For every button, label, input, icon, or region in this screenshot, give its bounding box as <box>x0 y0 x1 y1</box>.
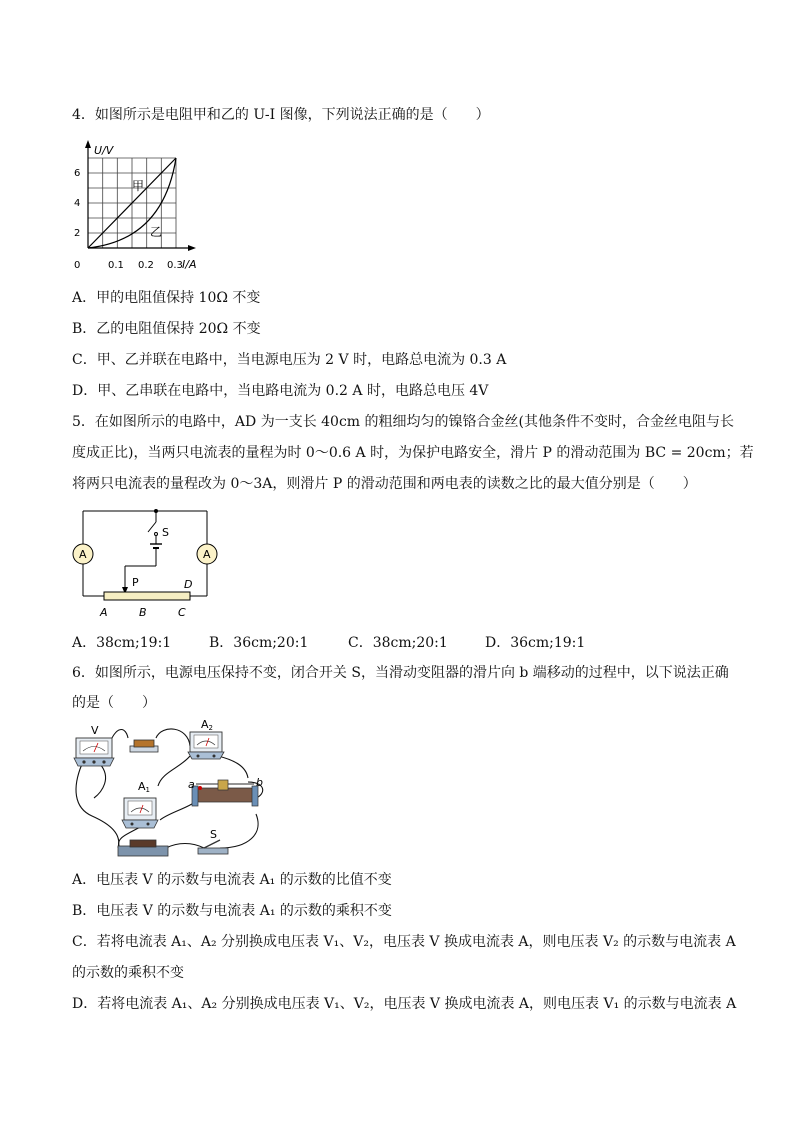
switch-label: S <box>162 526 169 539</box>
q5-options <box>72 632 732 652</box>
ammeter-a2-label: A2 <box>201 718 213 732</box>
q4-option-d: D．甲、乙串联在电路中，当电路电流为 0.2 A 时，电路总电压 4V <box>72 383 489 399</box>
x-tick: 0.3 <box>167 260 183 271</box>
q5-circuit-diagram <box>66 502 226 624</box>
point-label-c: C <box>178 606 186 619</box>
point-label-b: B <box>139 606 147 619</box>
q4-ui-graph <box>68 140 208 275</box>
x-tick: 0.1 <box>108 260 124 271</box>
y-tick: 2 <box>74 228 81 239</box>
y-tick: 4 <box>74 198 81 209</box>
switch-pivot <box>155 533 158 536</box>
q5-option-c: C．38cm;20:1 <box>348 635 448 651</box>
q6-option-c-cont: 的示数的乘积不变 <box>72 965 184 981</box>
alloy-wire <box>104 592 190 600</box>
q4-option-a: A．甲的电阻值保持 10Ω 不变 <box>72 290 261 306</box>
curve-label-jia: 甲 <box>132 179 145 193</box>
ammeter-a2 <box>188 732 224 759</box>
q4-stem: 4．如图所示是电阻甲和乙的 U-I 图像，下列说法正确的是（ ） <box>72 107 490 123</box>
q5-stem-line: 5．在如图所示的电路中，AD 为一支长 40cm 的粗细均匀的镍铬合金丝(其他条件不变时，合金丝电阻与长 <box>72 414 734 430</box>
ammeter-a1 <box>122 798 158 828</box>
q4-option-c: C．甲、乙并联在电路中，当电源电压为 2 V 时，电路总电流为 0.3 A <box>72 352 507 368</box>
q4-option-b: B．乙的电阻值保持 20Ω 不变 <box>72 321 261 337</box>
q6-stem-line: 的是（ ） <box>72 695 156 711</box>
battery-bottom <box>118 840 168 856</box>
q6-option-d: D．若将电流表 A₁、A₂ 分别换成电压表 V₁、V₂，电压表 V 换成电流表 A，则电压表 V₁ 的示数与电流表 A <box>72 996 737 1012</box>
origin-label: 0 <box>74 260 81 271</box>
x-tick: 0.2 <box>138 260 154 271</box>
switch-label: S <box>210 828 217 841</box>
y-axis-label: U/V <box>94 144 114 157</box>
battery-top <box>130 740 158 752</box>
q6-option-a: A．电压表 V 的示数与电流表 A₁ 的示数的比值不变 <box>72 872 392 888</box>
q6-option-b: B．电压表 V 的示数与电流表 A₁ 的示数的乘积不变 <box>72 903 392 919</box>
y-axis-arrow <box>85 140 91 148</box>
end-label-d: D <box>184 578 193 591</box>
q5-stem-line: 将两只电流表的量程改为 0～3A，则滑片 P 的滑动范围和两电表的读数之比的最大值分别是（ ） <box>72 476 697 492</box>
q6-option-c: C．若将电流表 A₁、A₂ 分别换成电压表 V₁、V₂，电压表 V 换成电流表 A，则电压表 V₂ 的示数与电流表 A <box>72 934 736 950</box>
q6-stem-line: 6．如图所示，电源电压保持不变，闭合开关 S，当滑动变阻器的滑片向 b 端移动的过程中，以下说法正确 <box>72 665 729 681</box>
point-label-a: A <box>100 606 108 619</box>
x-axis-label: I/A <box>182 258 197 271</box>
rheostat-end-a: a <box>188 778 195 791</box>
rheostat <box>192 780 258 806</box>
q5-option-d: D．36cm;19:1 <box>485 635 586 651</box>
x-axis-arrow <box>188 245 196 251</box>
y-tick: 6 <box>74 168 81 179</box>
junction-dot <box>154 509 158 513</box>
slider-label: P <box>132 576 139 589</box>
q5-option-a: A．38cm;19:1 <box>72 635 172 651</box>
ammeter-a1-label: A1 <box>138 780 150 794</box>
ammeter-right-label: A <box>203 548 211 561</box>
q5-option-b: B．36cm;20:1 <box>209 635 309 651</box>
q6-physical-circuit <box>70 716 270 864</box>
ammeter-left-label: A <box>79 548 87 561</box>
voltmeter <box>74 738 114 766</box>
voltmeter-label: V <box>91 724 99 737</box>
q5-stem-line: 度成正比)，当两只电流表的量程为时 0～0.6 A 时，为保护电路安全，滑片 P 的滑动范围为 BC = 20cm；若 <box>72 445 754 461</box>
rheostat-end-b: b <box>256 776 263 789</box>
curve-label-yi: 乙 <box>150 225 163 239</box>
